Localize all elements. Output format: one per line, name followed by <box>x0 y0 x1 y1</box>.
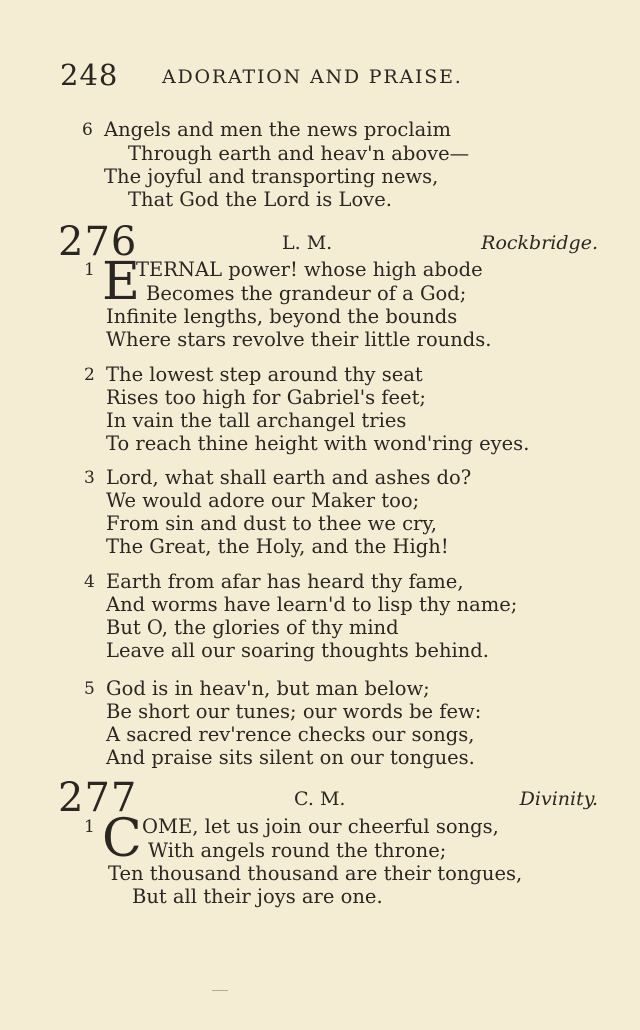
verse-line: From sin and dust to thee we cry, <box>106 512 437 535</box>
verse-line: With angels round the throne; <box>148 839 447 862</box>
footer-mark <box>212 990 228 991</box>
verse-line: A sacred rev'rence checks our songs, <box>106 723 475 746</box>
verse-number: 5 <box>84 679 95 699</box>
hymn-number: 277 <box>58 775 138 821</box>
verse-line: OME, let us join our cheerful songs, <box>142 815 499 838</box>
hymn-meter: L. M. <box>282 232 333 254</box>
hymn-tune: Rockbridge. <box>481 232 598 254</box>
verse-line: Infinite lengths, beyond the bounds <box>106 305 458 328</box>
verse-line: The joyful and transporting news, <box>104 165 439 188</box>
verse-line: Rises too high for Gabriel's feet; <box>106 386 426 409</box>
verse-line: In vain the tall archangel tries <box>106 409 407 432</box>
verse-line: The Great, the Holy, and the High! <box>106 535 449 558</box>
verse-line: The lowest step around thy seat <box>106 363 423 386</box>
hymn-meter: C. M. <box>294 788 346 810</box>
verse-line: Earth from afar has heard thy fame, <box>106 570 464 593</box>
verse-number: 2 <box>84 365 95 385</box>
verse-number: 1 <box>84 817 95 837</box>
verse-line: And praise sits silent on our tongues. <box>106 746 475 769</box>
verse-line: Be short our tunes; our words be few: <box>106 700 482 723</box>
verse-number: 6 <box>82 120 93 140</box>
drop-cap: C <box>102 809 142 869</box>
drop-cap: E <box>102 252 140 312</box>
verse-line: To reach thine height with wond'ring eyes. <box>106 432 530 455</box>
verse-line: And worms have learn'd to lisp thy name; <box>106 593 518 616</box>
page-number: 248 <box>60 58 119 92</box>
verse-number: 1 <box>84 260 95 280</box>
running-head: ADORATION AND PRAISE. <box>162 66 463 88</box>
verse-line: But all their joys are one. <box>132 885 383 908</box>
verse-number: 4 <box>84 572 95 592</box>
verse-line: Angels and men the news proclaim <box>104 118 451 141</box>
verse-line: God is in heav'n, but man below; <box>106 677 430 700</box>
verse-line: But O, the glories of thy mind <box>106 616 399 639</box>
verse-line: Ten thousand thousand are their tongues, <box>108 862 523 885</box>
hymn-number: 276 <box>58 219 138 265</box>
verse-line: That God the Lord is Love. <box>128 188 392 211</box>
verse-line: Through earth and heav'n above— <box>128 142 470 165</box>
verse-line: Becomes the grandeur of a God; <box>146 282 467 305</box>
verse-line: Lord, what shall earth and ashes do? <box>106 466 472 489</box>
verse-number: 3 <box>84 468 95 488</box>
verse-line: Leave all our soaring thoughts behind. <box>106 639 489 662</box>
verse-line: Where stars revolve their little rounds. <box>106 328 492 351</box>
verse-line: TERNAL power! whose high abode <box>136 258 483 281</box>
verse-line: We would adore our Maker too; <box>106 489 420 512</box>
hymn-tune: Divinity. <box>519 788 598 810</box>
page-header <box>60 58 500 94</box>
